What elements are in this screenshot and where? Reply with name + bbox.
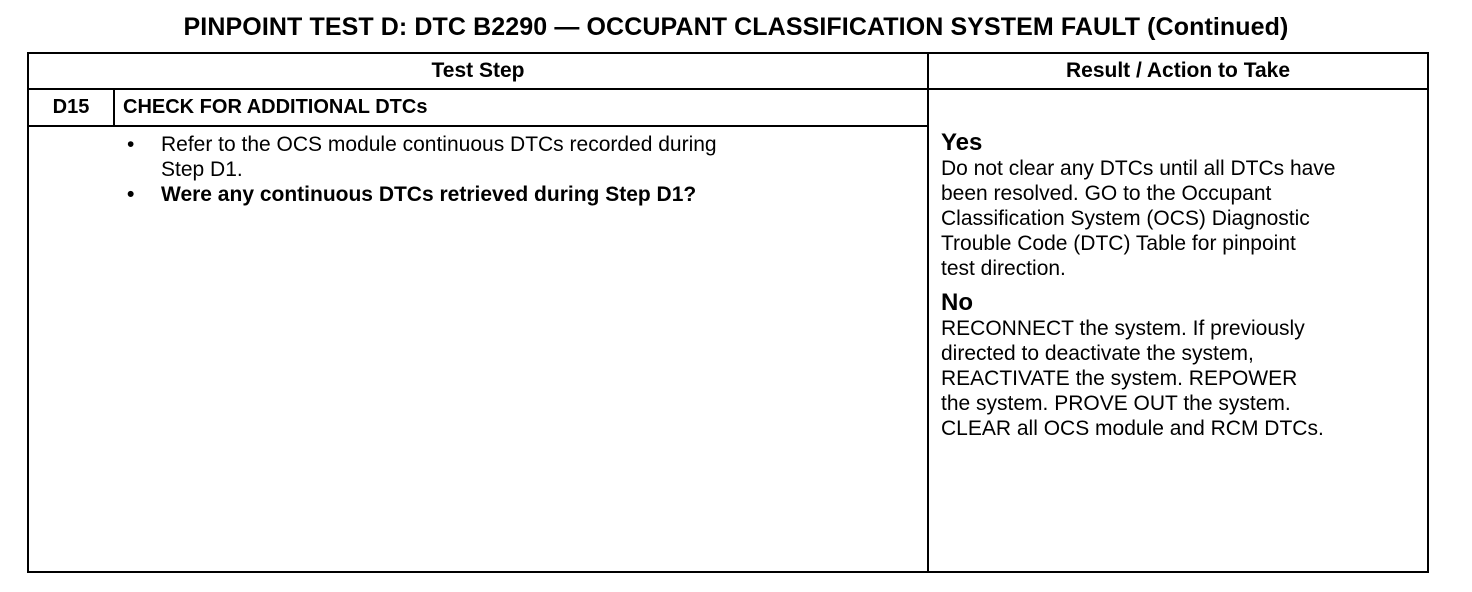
step-id-divider [113, 90, 115, 125]
result-yes-line: Classification System (OCS) Diagnostic [941, 207, 1310, 230]
result-column [941, 130, 1429, 441]
result-yes-line: Do not clear any DTCs until all DTCs have [941, 157, 1336, 180]
result-yes-line: been resolved. GO to the Occupant [941, 182, 1272, 205]
result-yes-line: Trouble Code (DTC) Table for pinpoint [941, 232, 1296, 255]
step-title: CHECK FOR ADDITIONAL DTCs [123, 96, 428, 118]
result-yes-line: test direction. [941, 257, 1066, 280]
result-no-line: CLEAR all OCS module and RCM DTCs. [941, 417, 1324, 440]
bullet-text-line: Refer to the OCS module continuous DTCs recorded during [161, 133, 717, 156]
page-title: PINPOINT TEST D: DTC B2290 — OCCUPANT CLASSIFICATION SYSTEM FAULT (Continued) [183, 13, 1289, 41]
column-divider [927, 54, 929, 571]
bullet-text-line: Step D1. [161, 158, 243, 181]
header-result-action: Result / Action to Take [1065, 59, 1291, 82]
pinpoint-test-table [27, 52, 1429, 573]
result-no-line: the system. PROVE OUT the system. [941, 392, 1291, 415]
bullet-item [121, 132, 841, 182]
header-test-step: Test Step [431, 59, 525, 82]
bullet-item-question [121, 182, 841, 207]
step-row-rule [29, 125, 927, 127]
result-no-label: No [941, 289, 973, 316]
result-no-line: RECONNECT the system. If previously [941, 317, 1305, 340]
result-no-line: REACTIVATE the system. REPOWER [941, 367, 1298, 390]
result-yes-label: Yes [941, 129, 983, 156]
result-no-line: directed to deactivate the system, [941, 342, 1254, 365]
step-id: D15 [52, 96, 90, 118]
bullet-icon: • [127, 133, 135, 156]
bullet-icon: • [127, 183, 135, 206]
step-bullet-list [121, 132, 841, 207]
bullet-question-text: Were any continuous DTCs retrieved during Step D1? [161, 183, 697, 206]
